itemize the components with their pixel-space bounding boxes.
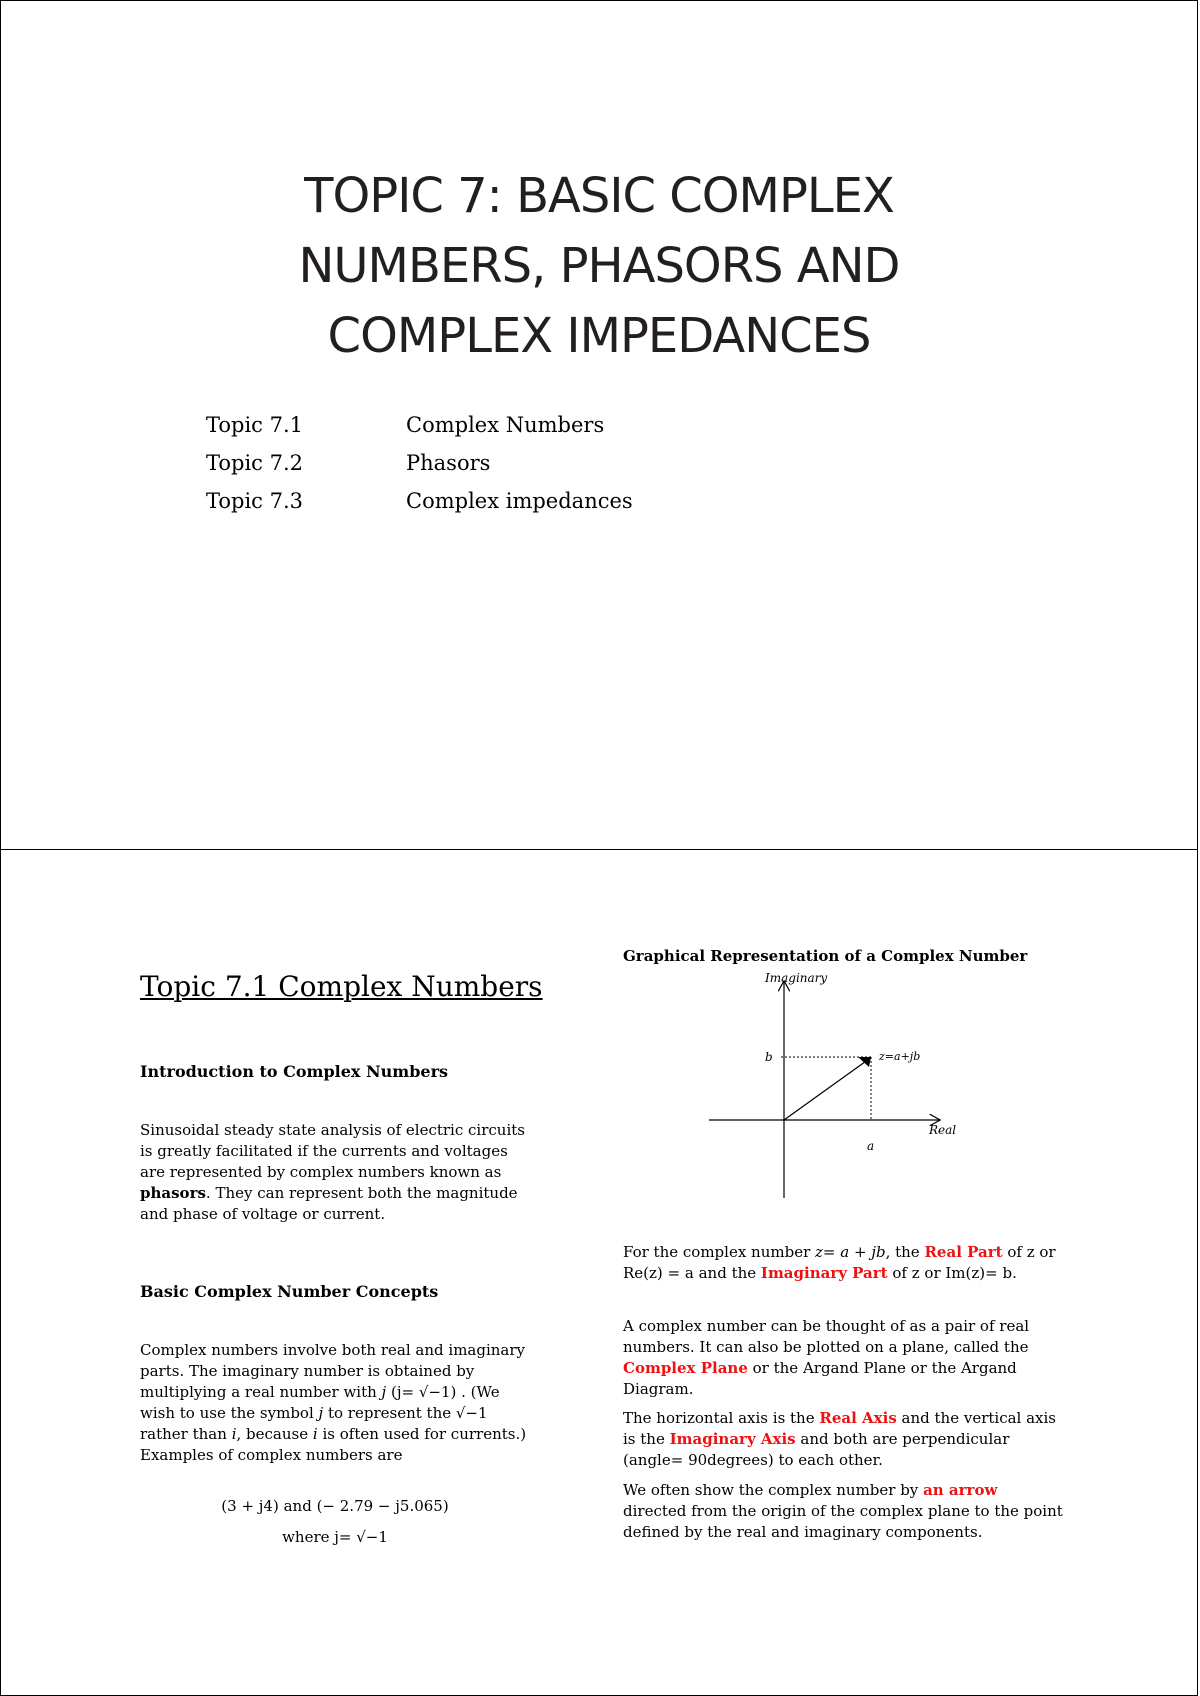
topic-row bbox=[206, 413, 633, 451]
concepts-heading: Basic Complex Number Concepts bbox=[140, 1282, 439, 1301]
title-line-2: NUMBERS, PHASORS AND bbox=[298, 238, 900, 294]
where-equation: where j= √−1 bbox=[282, 1528, 388, 1546]
topic-list bbox=[206, 413, 633, 527]
b-label: b bbox=[765, 1050, 773, 1064]
imaginary-axis-label: Imaginary bbox=[765, 971, 828, 985]
topic-number: Topic 7.1 bbox=[206, 413, 304, 437]
real-axis-label: Real bbox=[929, 1123, 957, 1137]
topic-label: Phasors bbox=[406, 451, 491, 475]
slide-complex-numbers bbox=[0, 849, 1198, 1696]
complex-plane-paragraph: A complex number can be thought of as a pair of real numbers. It can also be plotted on a plane, called the Complex Plane or the Argand Plane or the Argand Diagram. bbox=[623, 1317, 1030, 1398]
intro-paragraph: Sinusoidal steady state analysis of electric circuits is greatly facilitated if the currents and voltages are represented by complex numbers known as phasors. They can represent both the magnitude and phase of voltage or current. bbox=[140, 1121, 525, 1223]
topic-label: Complex Numbers bbox=[406, 413, 605, 437]
z-label: z=a+jb bbox=[879, 1050, 921, 1063]
intro-heading: Introduction to Complex Numbers bbox=[140, 1062, 449, 1081]
title-line-3: COMPLEX IMPEDANCES bbox=[327, 308, 871, 364]
arrow-paragraph: We often show the complex number by an arrow directed from the origin of the complex plane to the point defined by the real and imaginary components. bbox=[623, 1481, 1063, 1541]
graph-title: Graphical Representation of a Complex Number bbox=[623, 947, 1028, 965]
real-imag-paragraph: For the complex number z= a + jb, the Real Part of z or Re(z) = a and the Imaginary Part of z or Im(z)= b. bbox=[623, 1243, 1056, 1282]
title-line-1: TOPIC 7: BASIC COMPLEX bbox=[304, 168, 894, 224]
topic-number: Topic 7.2 bbox=[206, 451, 304, 475]
axes-paragraph: The horizontal axis is the Real Axis and the vertical axis is the Imaginary Axis and both are perpendicular (angle= 90degrees) to each other. bbox=[623, 1409, 1057, 1469]
topic-label: Complex impedances bbox=[406, 489, 633, 513]
concepts-paragraph: Complex numbers involve both real and imaginary parts. The imaginary number is obtained by multiplying a real number with j (j= √−1) . (We wish to use the symbol j to represent the √−1 rather than i, because i is often used for currents.) Examples of complex numbers are bbox=[140, 1341, 527, 1464]
main-title bbox=[1, 161, 1197, 371]
topic-row bbox=[206, 451, 633, 489]
a-label: a bbox=[867, 1139, 875, 1153]
topic-number: Topic 7.3 bbox=[206, 489, 304, 513]
section-title: Topic 7.1 Complex Numbers bbox=[140, 970, 543, 1003]
complex-plane-diagram bbox=[701, 970, 961, 1210]
complex-arrow bbox=[784, 1059, 869, 1120]
topic-row bbox=[206, 489, 633, 527]
example-equation: (3 + j4) and (− 2.79 − j5.065) bbox=[221, 1497, 449, 1515]
